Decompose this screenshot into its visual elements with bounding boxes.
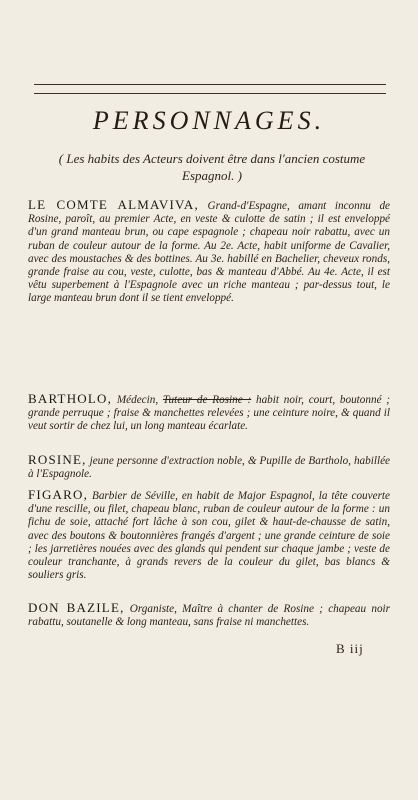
printer-signature-mark: B iij [336,641,364,656]
character-description: Grand-d'Espagne, amant inconnu de Rosine, paroît, au premier Acte, en veste & culotte de satin ; il est enveloppé d'un grand manteau brun, ou cape espagnole ; chapeau noir rabattu, avec un ruban de couleur autour de la forme. Au 2e. Acte, habit uniforme de Cavalier, avec des moustaches & des bottines. Au 3e. habillé en Bachelier, cheveux ronds, grande fraise au cou, veste, culotte, bas & manteau d'Abbé. Au 4e. Acte, il est vêtu superbement à l'Espagnole avec un riche manteau ; par-dessus tout, le large manteau brun dont il se tient enveloppé. [28,200,391,305]
character-name: BARTHOLO, [28,391,113,406]
character-name: FIGARO, [28,487,89,502]
character-role: Médecin, [116,394,159,406]
character-name: DON BAZILE, [28,600,125,615]
header-double-rule-bottom [34,93,386,94]
character-name: LE COMTE ALMAVIVA, [28,197,199,212]
page-title: PERSONNAGES. [92,106,326,135]
character-entry-rosine [28,453,390,481]
character-entry-almaviva [28,198,390,306]
character-entry-bartholo [28,392,390,434]
character-description: Organiste, Maître à chanter de Rosine ; chapeau noir rabattu, soutanelle & long manteau, sans fraise ni manchettes. [28,603,390,629]
costume-note: ( Les habits des Acteurs doivent être dans l'ancien costume Espagnol. ) [58,151,366,183]
struck-through-text: Tuteur de Rosine : [162,394,252,406]
character-description: jeune personne d'extraction noble, & Pupille de Bartholo, habillée à l'Espagnole. [28,455,391,481]
character-entry-bazile [28,601,390,629]
character-entry-figaro [28,488,390,582]
character-description: Barbier de Séville, en habit de Major Espagnol, la tête couverte d'une rescille, ou filet, chapeau blanc, ruban de couleur autour de la forme : un fichu de soie, attaché fort lâche à son cou, gilet & haut-de-chausse de satin, avec des boutons & boutonnières frangés d'argent ; une grande ceinture de soie ; les jarretières nouées avec des glands qui pendent sur chaque jambe ; veste de couleur tranchante, à grands revers de la couleur du gilet, bas blancs & souliers gris. [28,490,390,582]
character-name: ROSINE, [28,452,87,467]
character-description: habit noir, court, boutonné ; grande perruque ; fraise & manchettes relevées ; une ceinture noire, & quand il veut sortir de chez lui, un long manteau écarlate. [28,394,391,433]
header-double-rule-top [34,84,386,85]
